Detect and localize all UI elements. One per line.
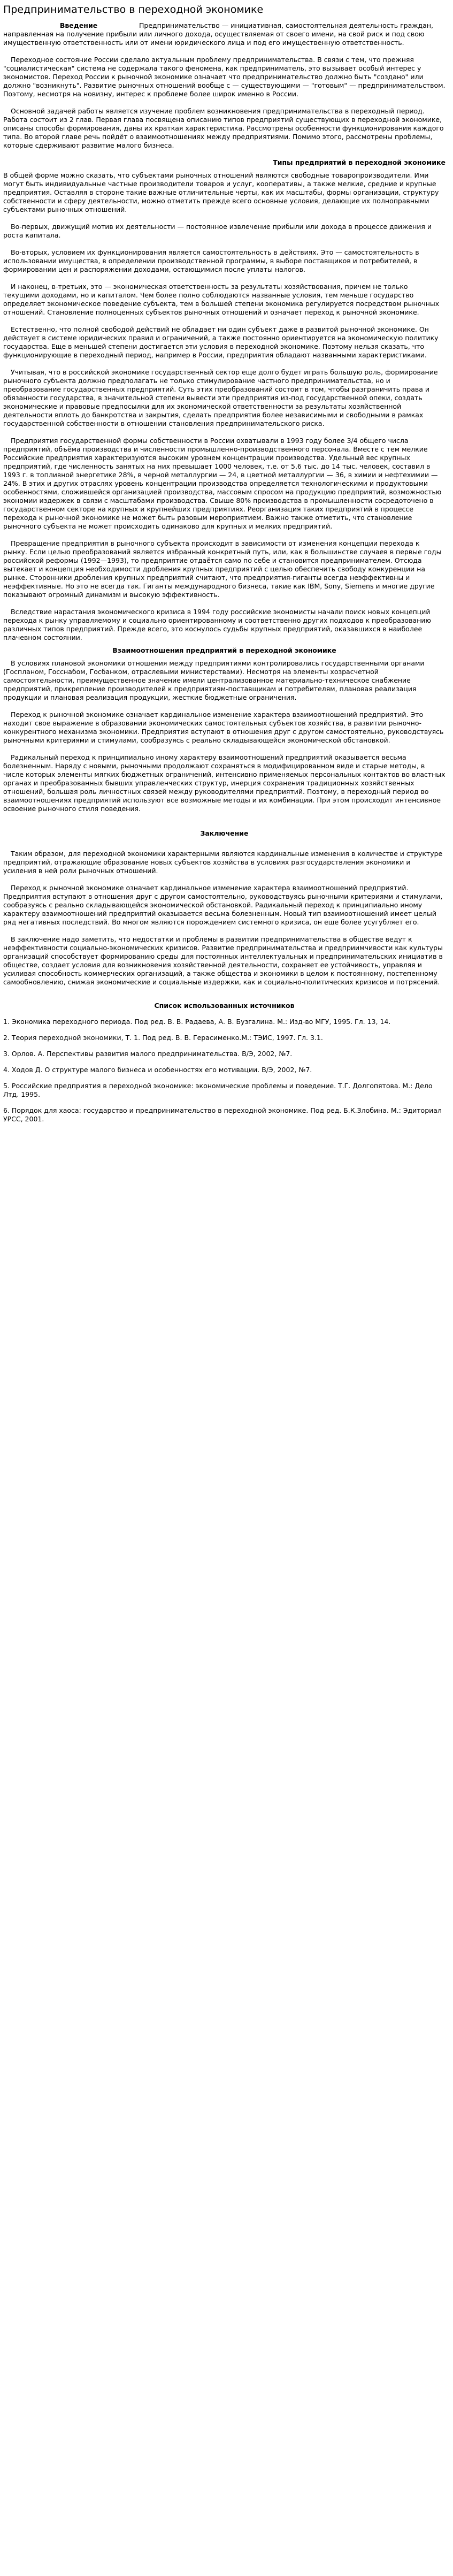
section2-paragraph-2: Переход к рыночной экономике означает кардинальное изменение характера взаимоотношений предприятий. Это находит свое выражение в образовании экономических самостоятельных субъектов хозяйства, в развитии рыночно-конкурентного механизма экономики. Предприятия вступают в отношения друг с другом самостоятельно, руководствуясь рыночными критериями и стимулами, сообразуясь с реально складывающейся экономической обстановкой. (3, 710, 444, 744)
conclusion-paragraph-2: Переход к рыночной экономике означает кардинальное изменение характера взаимоотношений предприятий. Предприятия вступают в отношения друг с другом самостоятельно, руководствуясь рыночными критериями и стимулами, сообразуясь с реально складывающейся экономической обстановкой. Радикальный переход к принципиально иному характеру взаимоотношений предприятий оказывается весьма болезненным. Новый тип взаимоотношений имеет целый ряд негативных последствий. Во многом являются порождением системного кризиса, он еще более усугубляет его. (3, 884, 443, 926)
intro-paragraph-2: Переходное состояние России сделало актуальным проблему предпринимательства. В связи с тем, что прежняя "социалистическая" система не содержала такого феномена, как предприниматель, это вызывает особый интерес у экономистов. Переход России к рыночной экономике означает что предпринимательство должно быть "создано" или должно "возникнуть". Развитие рыночных отношений вообще с — существующими — "готовым" — предпринимательством. Поэтому, несмотря на новизну, интерес к проблеме более широк именно в России. (3, 56, 446, 98)
conclusion-paragraph-3: В заключение надо заметить, что недостатки и проблемы в развитии предпринимательства в обществе ведут к неэффективности социально-экономических кризисов. Развитие предпринимательства и предприимчивости как культуры организаций способствует формированию среды для постоянных интеллектуальных и предпринимательских инициатив в обществе, создает условия для возникновения хозяйственной деятельности, сохраняет ее устойчивость, управляя и усиливая способность коммерческих организаций, а также общества и экономики в целом к постоянному, постепенному самообновлению, снижая экономические и социальные издержки, как и социально-политических кризисов и потрясений. (3, 935, 443, 986)
conclusion-paragraph-1: Таким образом, для переходной экономики характерными являются кардинальные изменения в количестве и структуре предприятий, отражающие образование новых субъектов хозяйства в условиях разгосударствления экономики и усиления в ней роли рыночных отношений. (3, 850, 443, 875)
section-types-of-enterprises (3, 158, 446, 642)
section2-paragraph-3: Радикальный переход к принципиально иному характеру взаимоотношений предприятий оказывается весьма болезненным. Наряду с новыми, рыночными продолжают сохраняться в модифицированном виде и старые методы, в числе которых элементы мягких бюджетных ограничений, интенсивно применяемых персональных контактов во властных органах и преобразованных бывших управленческих структур, инерция сохранения традиционных хозяйственных отношений, большая роль личностных связей между руководителями предприятий. Поэтому, в переходный период во взаимоотношениях предприятий используют все возможные методы и их комбинации. При этом происходит интенсивное освоение рыночного стиля поведения. (3, 753, 446, 813)
section1-paragraph-5: Естественно, что полной свободой действий не обладает ни один субъект даже в развитой рыночной экономике. Он действует в системе юридических правил и ограничений, а также постоянно ориентируется на экономическую политику государства. Еще в меньшей степени достигается эти условия в переходной экономике. Поэтому нельзя сказать, что функционирующие в переходный период, например в России, предприятия обладают названными характеристиками. (3, 325, 439, 359)
section1-paragraph-7: Предприятия государственной формы собственности в России охватывали в 1993 году более 3/4 общего числа предприятий, объёма производства и численности промышленно-производственного персонала. Вместе с тем мелкие Российские предприятия характеризуются высоким уровнем концентрации производства. Удельный вес крупных предприятий, где численность занятых на них превышает 1000 человек, т.е. от 5,6 тыс. до 14 тыс. человек, составил в 1993 г. в топливной энергетике 28%, в черной металлургии — 24, в цветной металлургии — 36, в химии и нефтехимии — 24%. В этих и других отраслях уровень концентрации производства определяется технологическими и продуктовыми особенностями, сложившейся организацией производства, массовым спросом на продукцию предприятий, возможностью экономии издержек в связи с масштабами производства. Свыше 80% производства в промышленности сосредоточено в государственном секторе на крупных и крупнейших предприятиях. Реорганизация таких предприятий в процессе перехода к рыночной экономике не может быть разовым мероприятием. Важно также отметить, что становление рыночного субъекта не может происходить одинаково для крупных и мелких предприятий. (3, 437, 442, 530)
section1-paragraph-1: В общей форме можно сказать, что субъектами рыночных отношений являются свободные товаропроизводители. Ими могут быть индивидуальные частные производители товаров и услуг, кооперативы, а также мелкие, средние и крупные предприятия. Оставляя в стороне такие важные отличительные черты, как их масштабы, формы организации, структуру собственности и сферу деятельности, можно отметить прежде всего основные условия, делающие их полноправными субъектами рыночных отношений. (3, 171, 439, 213)
section1-paragraph-6: Учитывая, что в российской экономике государственный сектор еще долго будет играть большую роль, формирование рыночного субъекта должно предполагать не только стимулирование частного предпринимательства, но и преобразование государственных предприятий. Суть этих преобразований состоит в том, чтобы разграничить права и обязанности государства, в значительной степени вывести эти предприятия из-под государственной опеки, создать экономические и правовые предпосылки для их экономической ответственности за результаты хозяйственной деятельности вплоть до банкротства и закрытия, сделать предприятия более независимыми и свободными в рамках государственной собственности в отношении становления предпринимательского риска. (3, 368, 438, 427)
section2-heading: Взаимоотношения предприятий в переходной экономике (112, 646, 336, 654)
references-section (3, 1002, 446, 1123)
reference-item-5: 5. Российские предприятия в переходной экономике: экономические проблемы и поведение. Т.Г. Долгопятова. М.: Дело Лтд. 1995. (3, 1082, 433, 1098)
reference-item-2: 2. Теория переходной экономики, Т. 1. Под ред. В. В. Герасименко.М.: ТЭИС, 1997. Гл. 3.1. (3, 1034, 323, 1042)
section-relations-between-enterprises (3, 646, 446, 813)
section1-paragraph-9: Вследствие нарастания экономического кризиса в 1994 году российские экономисты начали поиск новых концепций перехода к рынку управляемому и социально ориентированному и соответственно других подходов к преобразованию различных типов предприятий. Прежде всего, это коснулось судьбы крупных предприятий, оказавшихся в наиболее плачевном состоянии. (3, 608, 431, 641)
intro-paragraph-3: Основной задачей работы является изучение проблем возникновения предпринимательства в переходный период. Работа состоит из 2 глав. Первая глава посвящена описанию типов предприятий существующих в переходной экономике, описаны способы формирования, даны их краткая характеристика. Рассмотрены особенности функционирования каждого типа. Во второй главе речь пойдёт о взаимоотношениях между предприятиями. Помимо этого, рассмотрены проблемы, которые сдерживают развитие малого бизнеса. (3, 107, 444, 149)
references-heading: Список использованных источников (154, 1002, 295, 1010)
reference-item-6: 6. Порядок для хаоса: государство и предпринимательство в переходной экономике. Под ред. Б.К.Злобина. М.: Эдиториал УРСС, 2001. (3, 1106, 442, 1123)
section1-heading: Типы предприятий в переходной экономике (273, 158, 446, 166)
conclusion-section (3, 829, 446, 987)
intro-paragraph-1: Введение Предпринимательство — инициативная, самостоятельная деятельность граждан, направленная на получение прибыли или личного дохода, осуществляемая от своего имени, на свой риск и под свою имущественную ответственность или от имени юридического лица и под его имущественную ответственность. (3, 21, 433, 47)
conclusion-heading: Заключение (200, 829, 249, 837)
reference-item-4: 4. Ходов Д. О структуре малого бизнеса и особенностях его мотивации. В/Э, 2002, №7. (3, 1066, 312, 1074)
section2-paragraph-1: В условиях плановой экономики отношения между предприятиями контролировались государственными органами (Госпланом, Госснабом, Госбанком, отраслевыми министерствами). Несмотря на элементы хозрасчетной самостоятельности, преимущественное значение имели централизованное материально-техническое снабжение предприятий, прикрепление производителей к предприятиям-поставщикам и потребителям, плановая реализация продукции и плановая реализация продукции, жесткие бюджетные ограничения. (3, 659, 425, 701)
section1-paragraph-2: Во-первых, движущий мотив их деятельности — постоянное извлечение прибыли или дохода в процессе движения и роста капитала. (3, 223, 432, 239)
page-title: Предпринимательство в переходной экономике (3, 4, 264, 16)
reference-item-3: 3. Орлов. А. Перспективы развития малого предпринимательства. В/Э, 2002, №7. (3, 1050, 293, 1058)
intro-section (3, 21, 446, 150)
section1-paragraph-3: Во-вторых, условием их функционирования является самостоятельность в действиях. Это — самостоятельность в использовании имущества, в определении производственной программы, в выборе поставщиков и потребителей, в формировании цен и распоряжении доходами, остающимися после уплаты налогов. (3, 248, 419, 273)
section1-paragraph-4: И наконец, в-третьих, это — экономическая ответственность за результаты хозяйствования, причем не только текущими доходами, но и капиталом. Чем более полно соблюдаются названные условия, тем меньше государство определяет экономическое поведение субъекта, тем в большей степени экономика регулируется посредством рыночных отношений. Становление полноценных субъектов рыночных отношений и означает переход к рыночной экономике. (3, 282, 440, 316)
intro-heading: Введение (59, 21, 98, 29)
section1-paragraph-8: Превращение предприятия в рыночного субъекта происходит в зависимости от изменения концепции перехода к рынку. Если целью преобразований является избранный конкретный путь, или, как в большинстве случаев в первые годы российской реформы (1992—1993), то предприятие отдаётся само по себе и становится предпринимателем. Отсюда вытекает и концепция необходимости дробления крупных предприятий с целью обеспечить свободу конкуренции на рынке. Сторонники дробления крупных предприятий считают, что предприятия-гиганты всегда неэффективны и неэффективные. Но это не всегда так. Гиганты международного бизнеса, такие как IBM, Sony, Siemens и многие другие показывают огромный динамизм и высокую эффективность. (3, 539, 442, 599)
reference-item-1: 1. Экономика переходного периода. Под ред. В. В. Радаева, А. В. Бузгалина. М.: Изд-во МГУ, 1995. Гл. 13, 14. (3, 1018, 391, 1026)
